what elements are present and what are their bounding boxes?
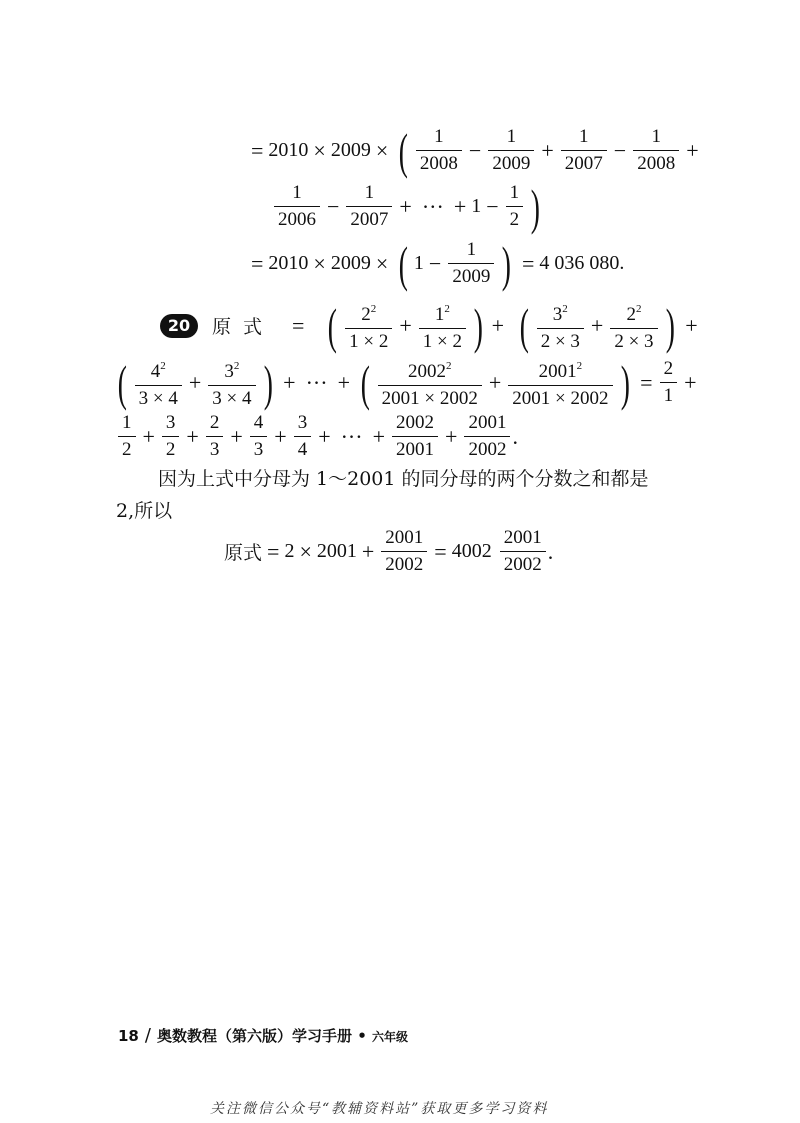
math-symbol: = [434,538,447,564]
math-symbol: = [640,369,653,395]
expression-label: 原式 [224,542,263,564]
math-symbol: + [142,423,155,449]
fraction: $\frac{4^2}{3 \times 4}$ [135,356,182,409]
expression-label: 原式 [212,316,275,338]
math-symbol: + [686,137,699,163]
fraction: $\frac{2001}{2002}$ [464,413,510,460]
fraction: $\frac{3}{4}$ [294,413,312,460]
math-symbol: − [486,193,499,219]
ellipsis: ··· [340,423,363,449]
fraction: $\frac{1}{2009}$ [448,240,494,287]
math-number: 1 [413,252,424,274]
fraction: $\frac{2^2}{2 \times 3}$ [610,299,657,352]
math-symbol: = [251,137,264,163]
parenthesis: ) [620,354,630,411]
result-value: 4 036 080. [539,252,625,274]
math-number: 1 [471,195,482,217]
problem-number-badge: 20 [160,314,198,338]
fraction: $\frac{1}{2007}$ [346,183,392,230]
parenthesis: ( [519,297,529,354]
parenthesis: ( [399,122,409,179]
fraction: $\frac{1}{2}$ [118,413,136,460]
math-symbol: × [313,250,326,276]
parenthesis: ) [263,354,273,411]
math-symbol: + [488,369,502,395]
fraction: $\frac{4}{3}$ [250,413,268,460]
fraction: $\frac{1}{2007}$ [561,127,607,174]
ellipsis: ··· [305,369,328,395]
problem-20-line [116,413,518,460]
math-symbol: + [453,193,467,219]
equation-line [246,235,625,292]
math-symbol: − [428,250,442,276]
math-number: 2001 [316,540,357,562]
parenthesis: ) [502,235,512,292]
footer-slash: / [144,1025,151,1046]
ellipsis: ··· [421,193,444,219]
math-symbol: + [230,423,243,449]
watermark-text: 关注微信公众号“教辅资料站”获取更多学习资料 [210,1101,549,1117]
fraction: $\frac{2^2}{1 \times 2}$ [345,299,392,352]
parenthesis: ( [399,235,409,292]
parenthesis: ( [117,354,127,411]
math-symbol: + [590,312,604,338]
math-symbol: + [188,369,202,395]
fraction: $\frac{2}{3}$ [206,413,224,460]
math-symbol: = [267,538,280,564]
math-number: 4002 [451,540,492,562]
math-number: 2 [284,540,295,562]
fraction: $\frac{2002^2}{2001 \times 2002}$ [378,356,482,409]
fraction: $\frac{1^2}{1 \times 2}$ [419,299,466,352]
math-symbol: + [283,369,296,395]
math-symbol: × [375,250,389,276]
math-symbol: = [251,250,264,276]
math-symbol: × [299,538,312,564]
fraction: $\frac{3^2}{3 \times 4}$ [208,356,255,409]
fraction: $\frac{1}{2008}$ [416,127,462,174]
fraction: $\frac{2001^2}{2001 \times 2002}$ [508,356,612,409]
math-symbol: + [399,312,412,338]
math-symbol: − [613,137,627,163]
parenthesis: ) [530,178,541,235]
parenthesis: ( [328,297,338,354]
math-symbol: + [399,193,412,219]
problem-20-line [160,299,703,352]
math-symbol: + [186,423,199,449]
math-symbol: = [522,250,535,276]
math-number: 2009 [330,252,371,274]
grade-label: 六年级 [372,1030,409,1044]
fraction: $\frac{2001}{2002}$ [500,528,546,575]
equation-line [246,122,704,179]
period: . [512,423,518,449]
math-symbol: − [468,137,482,163]
parenthesis: ) [665,297,675,354]
equation-line [272,178,546,235]
math-symbol: + [361,538,375,564]
explanation-text: 因为上式中分母为 1～2001 的同分母的两个分数之和都是 [158,468,649,490]
fraction: $\frac{3^2}{2 \times 3}$ [537,299,584,352]
problem-20-line [112,356,702,409]
explanation-text: 2,所以 [116,500,173,522]
fraction: $\frac{3}{2}$ [162,413,180,460]
math-symbol: + [684,369,697,395]
math-symbol: − [327,193,340,219]
math-symbol: + [372,423,386,449]
fraction: $\frac{1}{2006}$ [274,183,320,230]
period: . [547,538,554,564]
fraction: $\frac{1}{2}$ [506,183,524,230]
page-footer [118,1025,408,1046]
math-symbol: + [491,312,505,338]
math-symbol: × [375,137,389,163]
footer-dot: • [357,1027,367,1045]
math-symbol: + [685,312,698,338]
parenthesis: ) [473,297,483,354]
fraction: $\frac{1}{2009}$ [488,127,534,174]
page-number: 18 [118,1027,139,1045]
book-title: 奥数教程（第六版）学习手册 [156,1027,352,1045]
math-symbol: + [318,423,331,449]
math-symbol: + [541,137,554,163]
fraction: $\frac{1}{2008}$ [633,127,679,174]
fraction: $\frac{2}{1}$ [660,359,678,406]
math-symbol: + [445,423,458,449]
fraction: $\frac{2002}{2001}$ [392,413,438,460]
math-symbol: + [337,369,350,395]
math-number: 2010 [268,252,309,274]
parenthesis: ( [360,354,370,411]
math-symbol: = [292,312,305,338]
final-equation [224,528,553,575]
math-symbol: × [313,137,326,163]
math-number: 2009 [330,139,371,161]
math-symbol: + [274,423,287,449]
fraction: $\frac{2001}{2002}$ [381,528,427,575]
math-number: 2010 [268,139,309,161]
